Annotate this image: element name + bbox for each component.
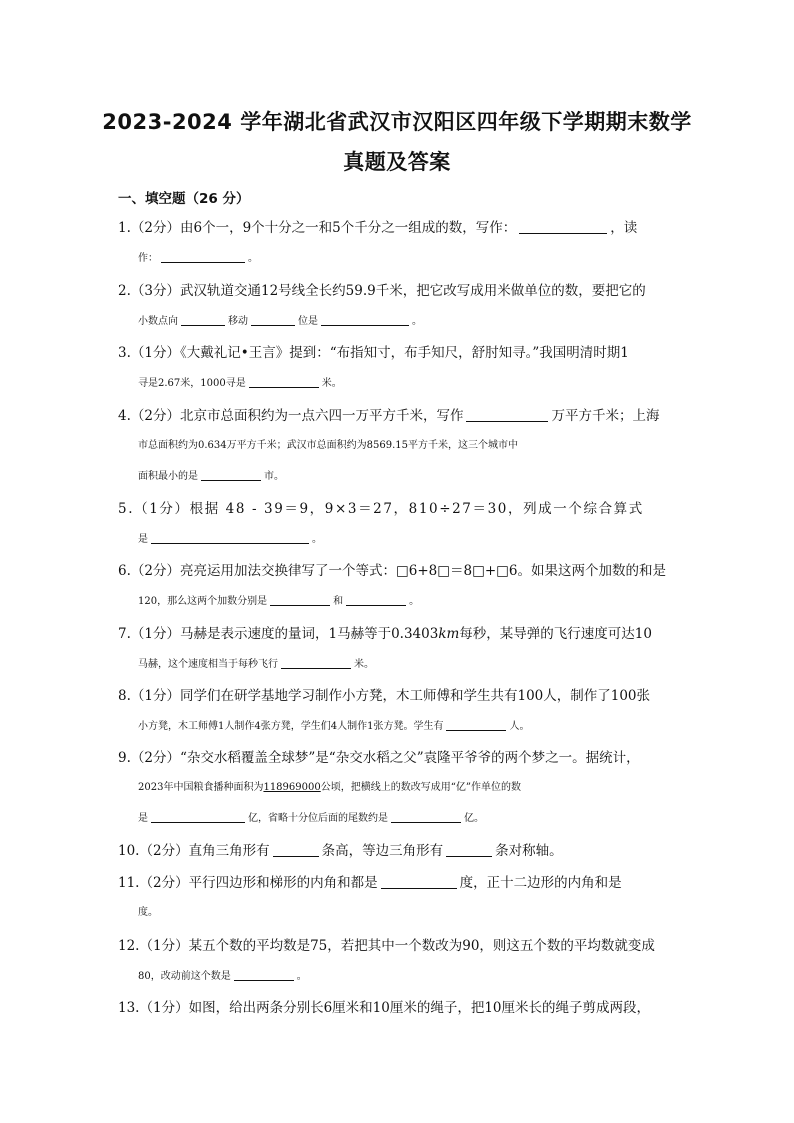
question-number: 6. (118, 563, 131, 579)
question-5-line-1: 5.（1分）根据 48 - 39＝9，9×3＝27，810÷27＝30，列成一个综合算式 (118, 501, 644, 517)
question-score: （1分） (139, 1000, 189, 1016)
question-score: （2分） (139, 843, 189, 859)
question-score: （1分） (139, 938, 189, 954)
question-11-line-1: 11.（2分）平行四边形和梯形的内角和都是 度，正十二边形的内角和是 (118, 875, 622, 891)
question-12-line-1: 12.（1分）某五个数的平均数是75，若把其中一个数改为90，则这五个数的平均数就变成 (118, 938, 655, 954)
answer-blank[interactable] (151, 529, 309, 544)
question-1-line-2: 作： 。 (138, 248, 698, 269)
section-heading: 一、填空题（26 分） (118, 191, 250, 207)
question-7-line-1: 7.（1分）马赫是表示速度的量词，1马赫等于0.3403km每秒，某导弹的飞行速度可达10 (118, 626, 652, 642)
question-9-line-1: 9.（2分）“杂交水稻覆盖全球梦”是“杂交水稻之父”袁隆平爷爷的两个梦之一。据统计， (118, 750, 640, 766)
answer-blank[interactable] (273, 842, 319, 857)
answer-blank[interactable] (321, 311, 409, 326)
answer-blank[interactable] (234, 966, 294, 981)
underlined-number: 118969000 (263, 782, 321, 793)
answer-blank[interactable] (381, 874, 457, 889)
question-number: 2. (118, 283, 131, 299)
question-4-line-1: 4.（2分）北京市总面积约为一点六四一万平方千米，写作 万平方千米；上海 (118, 408, 660, 424)
answer-blank[interactable] (161, 248, 245, 263)
answer-blank[interactable] (519, 219, 607, 234)
question-number: 7. (118, 626, 131, 642)
question-number: 3. (118, 345, 131, 361)
answer-blank[interactable] (251, 311, 295, 326)
question-4-line-3: 面积最小的是 市。 (138, 466, 698, 487)
question-number: 9. (118, 750, 131, 766)
answer-blank[interactable] (466, 407, 548, 422)
answer-blank[interactable] (446, 716, 506, 731)
answer-blank[interactable] (181, 311, 225, 326)
question-score: （1分） (130, 626, 180, 642)
question-score: （2分） (130, 563, 180, 579)
question-10-line-1: 10.（2分）直角三角形有 条高，等边三角形有 条对称轴。 (118, 843, 563, 859)
question-9-line-2: 2023年中国粮食播种面积为118969000公顷，把横线上的数改写成用“亿”作单位的数 (138, 782, 521, 793)
question-6-line-2: 120，那么这两个加数分别是 和 。 (138, 591, 698, 612)
question-5-line-2: 是 。 (138, 529, 698, 550)
question-number: 1. (118, 220, 131, 236)
question-2-line-2: 小数点向 移动 位是 。 (138, 311, 698, 332)
answer-blank[interactable] (201, 466, 261, 481)
question-number: 10. (118, 843, 140, 859)
answer-blank[interactable] (446, 842, 492, 857)
question-8-line-1: 8.（1分）同学们在研学基地学习制作小方凳，木工师傅和学生共有100人，制作了100张 (118, 688, 651, 704)
question-3-line-1: 3.（1分）《大戴礼记•王言》提到：“布指知寸，布手知尺，舒肘知寻。”我国明清时期1 (118, 345, 629, 361)
answer-blank[interactable] (346, 591, 406, 606)
question-3-line-2: 寻是2.67米，1000寻是 米。 (138, 373, 698, 394)
question-6-line-1: 6.（2分）亮亮运用加法交换律写了一个等式：□6+8□＝8□+□6。如果这两个加数的和是 (118, 563, 666, 579)
question-2-line-1: 2.（3分）武汉轨道交通12号线全长约59.9千米，把它改写成用米做单位的数，要把它的 (118, 283, 646, 299)
question-8-line-2: 小方凳，木工师傅1人制作4张方凳，学生们4人制作1张方凳。学生有 人。 (138, 716, 698, 737)
question-score: （3分） (130, 283, 180, 299)
question-11-line-2: 度。 (138, 907, 158, 918)
question-number: 13. (118, 1000, 140, 1016)
answer-blank[interactable] (249, 373, 319, 388)
answer-blank[interactable] (391, 808, 461, 823)
question-number: 11. (118, 875, 140, 891)
answer-blank[interactable] (151, 808, 245, 823)
question-4-line-2: 市总面积约为0.634万平方千米；武汉市总面积约为8569.15平方千米，这三个城市中 (138, 440, 518, 451)
question-score: （2分） (139, 875, 189, 891)
question-score: （1分） (134, 501, 190, 517)
question-13-line-1: 13.（1分）如图，给出两条分别长6厘米和10厘米的绳子，把10厘米长的绳子剪成两段， (118, 1000, 651, 1016)
question-1-line-1: 1.（2分）由6个一，9个十分之一和5个千分之一组成的数，写作： ，读 (118, 220, 638, 236)
question-number: 8. (118, 688, 131, 704)
answer-blank[interactable] (270, 591, 330, 606)
question-7-line-2: 马赫，这个速度相当于每秒飞行 米。 (138, 654, 698, 675)
question-score: （2分） (130, 750, 180, 766)
question-score: （2分） (130, 220, 180, 236)
document-title-line2: 真题及答案 (343, 150, 451, 174)
question-score: （1分） (130, 688, 180, 704)
question-number: 5. (118, 501, 135, 517)
question-score: （2分） (130, 408, 180, 424)
answer-blank[interactable] (281, 654, 351, 669)
document-title-line1: 2023-2024 学年湖北省武汉市汉阳区四年级下学期期末数学 (102, 110, 692, 134)
question-number: 12. (118, 938, 140, 954)
question-number: 4. (118, 408, 131, 424)
question-score: （1分） (130, 345, 180, 361)
question-12-line-2: 80，改动前这个数是 。 (138, 966, 698, 987)
question-9-line-3: 是 亿，省略十分位后面的尾数约是 亿。 (138, 808, 698, 829)
